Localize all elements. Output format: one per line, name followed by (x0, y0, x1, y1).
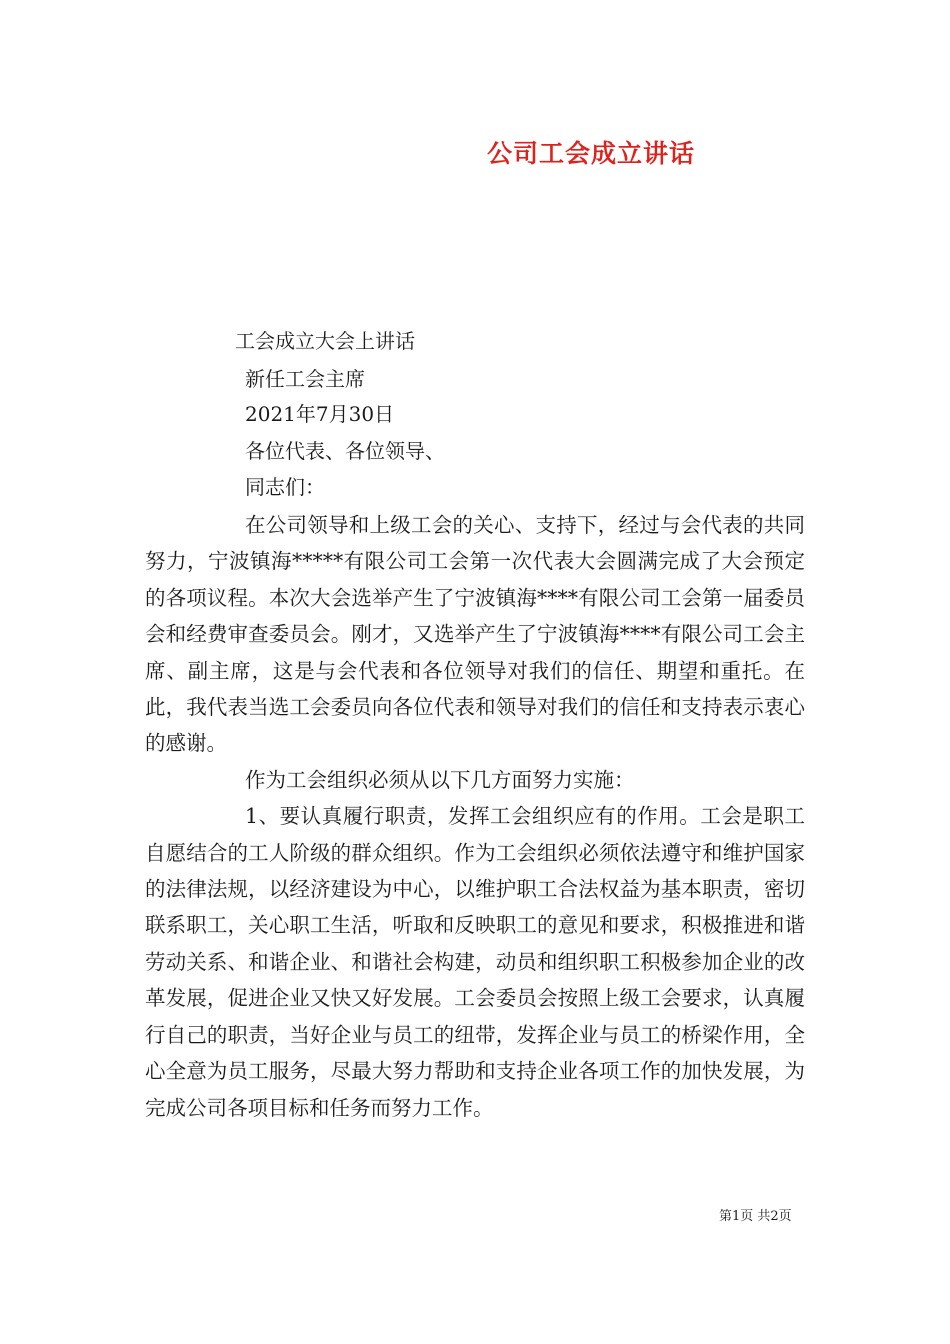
header-line-event: 工会成立大会上讲话 (235, 329, 415, 353)
paragraph-lead: 作为工会组织必须从以下几方面努力实施： (245, 767, 635, 792)
page-footer: 第1页 共2页 (719, 1209, 792, 1224)
header-line-date: 2021年7月30日 (245, 402, 395, 426)
header-line-speaker: 新任工会主席 (245, 367, 365, 391)
paragraph-intro: 在公司领导和上级工会的关心、支持下，经过与会代表的共同努力，宁波镇海*****有限公司工会第一次代表大会圆满完成了大会预定的各项议程。本次大会选举产生了宁波镇海****有限公司工会第一届委员会和经费审查委员会。刚才，又选举产生了宁波镇海****有限公司工会主席、副主席，这是与会代表和各位领导对我们的信任、期望和重托。在此，我代表当选工会委员向各位代表和领导对我们的信任和支持表示衷心的感谢。 (145, 513, 805, 756)
speech-body (145, 507, 805, 1126)
paragraph-point-1: 1、要认真履行职责，发挥工会组织应有的作用。工会是职工自愿结合的工人阶级的群众组织。作为工会组织必须依法遵守和维护国家的法律法规，以经济建设为中心，以维护职工合法权益为基本职责，密切联系职工，关心职工生活，听取和反映职工的意见和要求，积极推进和谐劳动关系、和谐企业、和谐社会构建，动员和组织职工积极参加企业的改革发展，促进企业又快又好发展。工会委员会按照上级工会要求，认真履行自己的职责，当好企业与员工的纽带，发挥企业与员工的桥梁作用，全心全意为员工服务，尽最大努力帮助和支持企业各项工作的加快发展，为完成公司各项目标和任务而努力工作。 (145, 804, 805, 1120)
document-title: 公司工会成立讲话 (487, 139, 696, 168)
header-line-comrades: 同志们： (245, 475, 325, 499)
header-line-salutation: 各位代表、各位领导、 (245, 439, 445, 463)
